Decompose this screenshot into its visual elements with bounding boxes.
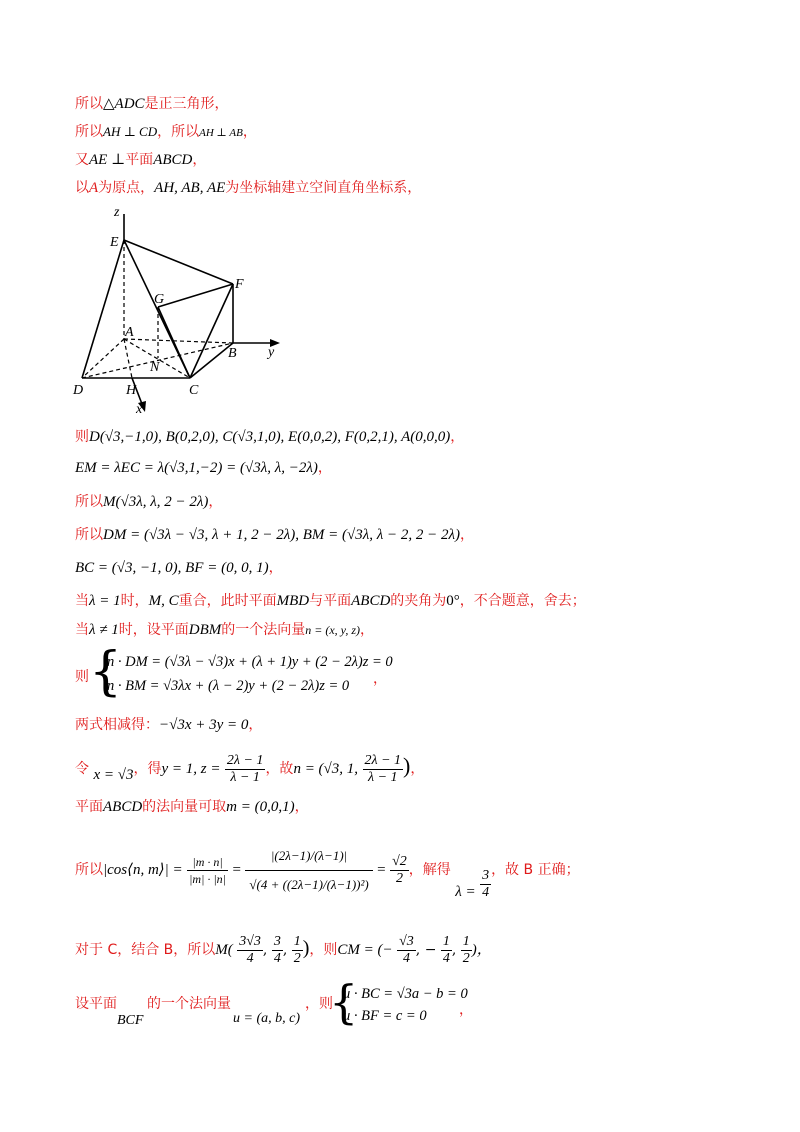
label-f: F [235, 277, 244, 292]
denominator: √(4 + ((2λ−1)/(λ−1))²) [249, 876, 369, 892]
label-a: A [125, 325, 134, 340]
fraction [461, 934, 472, 967]
math: DM = (√3λ − √3, λ + 1, 2 − 2λ), BM = (√3λ, λ − 2, 2 − 2λ) [103, 527, 460, 543]
text: 为坐标轴建立空间直角坐标系， [225, 180, 422, 196]
line-option-c: 对于 C，结合 B，所以M( $\frac{3√3}{4}$ , $\frac{3}{4}$ , $\frac{1}{2}$ )，则CM = (− $\frac{√3}{4}$ , − $\frac{1}{4}$ , $\frac{1}{2}$ )， [75, 933, 492, 966]
fraction [390, 854, 409, 887]
math: m = (0,0,1) [226, 799, 295, 815]
text: ，故 [265, 761, 294, 777]
text: ，所以 [157, 124, 200, 140]
text: 是正三角形， [144, 96, 229, 112]
label-c: C [189, 383, 199, 398]
system-row: u · BC = √3a − b = 0 [343, 986, 468, 1002]
fraction [237, 934, 263, 967]
math: △ADC [103, 96, 145, 112]
text: ，得 [133, 761, 162, 777]
math: ABCD [351, 593, 391, 609]
math: AE ⊥ [89, 152, 126, 168]
text: ， [373, 671, 387, 687]
text: 平面 [75, 799, 103, 815]
system-row: n · DM = (√3λ − √3)x + (λ + 1)y + (2 − 2λ)z = 0 [107, 654, 393, 670]
text: 令 [75, 761, 89, 777]
line-dm-bm [75, 525, 474, 545]
fraction [272, 934, 283, 967]
label-d: D [73, 383, 84, 398]
fraction [292, 934, 303, 967]
math: CM = (− [337, 942, 393, 958]
text: 时， [120, 593, 149, 609]
line-perpendicular [75, 122, 257, 143]
numerator: |(2λ−1)/(λ−1)| [245, 842, 372, 871]
text: 又 [75, 152, 89, 168]
math: −√3x + 3y = 0 [159, 717, 249, 733]
denominator: 4 [273, 950, 281, 966]
math: M, C [148, 593, 179, 609]
line-normal-abcd [75, 797, 309, 817]
text: 的一个法向量 [221, 622, 306, 638]
text: 平面 [125, 152, 154, 168]
math: M( [215, 942, 233, 958]
brace: { [329, 975, 359, 1029]
text: ， [460, 527, 474, 543]
text: ， [268, 560, 283, 576]
numerator: 1 [293, 933, 301, 949]
line-case-lambda-1 [75, 591, 586, 611]
dashed-ah [124, 339, 132, 378]
label-n: N [150, 360, 160, 375]
text: 当 [75, 622, 89, 638]
line-plane-bcf [75, 975, 775, 1035]
dashed-ab [124, 339, 233, 343]
text: 的夹角为 [390, 593, 447, 609]
numerator: 3 [273, 933, 281, 949]
line-coordinates [75, 427, 464, 447]
text: 两式相减得： [75, 717, 159, 733]
fraction [245, 842, 372, 899]
text: 为原点， [98, 180, 155, 196]
line-m-point [75, 492, 222, 512]
math: λ ≠ 1 [89, 622, 119, 638]
math: u = (a, b, c) [233, 1011, 300, 1026]
label-h: H [126, 383, 137, 398]
math: M(√3λ, λ, 2 − 2λ) [103, 494, 209, 510]
text: ， [294, 799, 309, 815]
label-y: y [268, 345, 275, 360]
text: ， [450, 429, 465, 445]
denominator: 2 [293, 950, 301, 966]
denominator: 4 [402, 950, 410, 966]
line-case-lambda-not-1 [75, 620, 374, 640]
text: ， [410, 761, 425, 777]
math: DBM [188, 622, 222, 638]
denominator: 4 [482, 885, 490, 900]
text: 则 [75, 669, 89, 685]
math: A [89, 180, 99, 196]
numerator: 1 [462, 933, 470, 949]
text: ， [248, 717, 263, 733]
edge-cb [190, 343, 233, 378]
text: ，解得 [408, 862, 451, 878]
math: ) [403, 753, 411, 778]
math: BCF [117, 1013, 144, 1028]
line-ae-perp-plane [75, 150, 206, 170]
math: λ = [455, 884, 476, 900]
text: 所以 [75, 124, 103, 140]
denominator: 4 [442, 950, 450, 966]
text: 所以 [75, 862, 103, 878]
math: x = √3 [93, 767, 134, 783]
math: ABCD [103, 799, 143, 815]
math: n = (x, y, z) [305, 623, 360, 637]
system-row: u · BF = c = 0 [343, 1008, 427, 1024]
text: ， [192, 152, 207, 168]
numerator: √2 [392, 853, 407, 869]
line-bc-bf [75, 558, 283, 578]
line-subtract [75, 715, 262, 735]
text: ，故 B 正确； [491, 862, 580, 878]
math: |cos⟨n, m⟩| = [103, 862, 183, 878]
system-row: n · BM = √3λx + (λ − 2)y + (2 − 2λ)z = 0 [107, 678, 350, 694]
denominator: λ − 1 [230, 769, 260, 785]
text: ，则 [309, 942, 338, 958]
text: 重合，此时平面 [178, 593, 277, 609]
fraction [480, 868, 491, 901]
label-g: G [154, 292, 165, 307]
text: 当 [75, 593, 89, 609]
numerator: 1 [442, 933, 450, 949]
math: MBD [276, 593, 310, 609]
math: D(√3,−1,0), B(0,2,0), C(√3,1,0), E(0,0,2), F(0,2,1), A(0,0,0) [89, 429, 451, 445]
text: ， [459, 1002, 473, 1018]
label-x: x [136, 402, 143, 415]
line-coordinate-system [75, 178, 421, 198]
math: ABCD [153, 152, 193, 168]
numerator: 3√3 [239, 933, 261, 949]
line-cos-angle [75, 830, 580, 910]
fraction [225, 753, 266, 786]
numerator: 2λ − 1 [364, 752, 402, 768]
text: ， [242, 124, 257, 140]
label-b: B [228, 346, 237, 361]
text: ，不合题意，舍去； [459, 593, 586, 609]
math: EM = λEC = λ(√3,1,−2) = (√3λ, λ, −2λ) [75, 460, 318, 476]
math: λ = 1 [89, 593, 121, 609]
denominator: λ − 1 [368, 769, 398, 785]
fraction [187, 854, 228, 887]
line-let-x [75, 746, 424, 786]
edge-ef [124, 240, 233, 284]
math: 0° [446, 593, 460, 609]
denominator: 4 [246, 950, 254, 966]
text: 所以 [75, 96, 103, 112]
math: BC = (√3, −1, 0), BF = (0, 0, 1) [75, 560, 269, 576]
numerator: |m · n| [187, 854, 228, 871]
math: y = 1, z = [161, 761, 221, 777]
fraction [397, 934, 416, 967]
math: AH, AB, AE [154, 180, 226, 196]
text: ， [359, 622, 374, 638]
text: 的法向量可取 [142, 799, 227, 815]
math: ) [302, 937, 310, 959]
text: 对于 C，结合 B，所以 [75, 942, 216, 958]
edge-gc [158, 307, 190, 378]
text: 时，设平面 [118, 622, 189, 638]
denominator: 2 [462, 950, 470, 966]
text: 则 [75, 429, 89, 445]
label-z: z [114, 205, 120, 220]
text: ，则 [305, 996, 333, 1012]
edge-fc [190, 284, 233, 378]
brace: { [89, 642, 123, 702]
text: 的一个法向量 [147, 996, 231, 1012]
text: ， [317, 460, 332, 476]
math: = [232, 862, 241, 878]
text: ， [208, 494, 223, 510]
line-triangle-adc [75, 94, 229, 114]
math: n = (√3, 1, [293, 761, 359, 777]
text: 设平面 [75, 996, 117, 1012]
edge-ed [82, 240, 124, 378]
numerator: 3 [482, 868, 490, 883]
text: 与平面 [309, 593, 352, 609]
numerator: 2λ − 1 [226, 752, 264, 768]
math: = [377, 862, 386, 878]
edge-fg [158, 284, 233, 307]
fraction [363, 753, 404, 786]
text: 以 [75, 180, 89, 196]
denominator: |m| · |n| [189, 871, 226, 886]
line-em-vector [75, 458, 332, 478]
label-e: E [110, 235, 119, 250]
math: AH ⊥ AB [199, 127, 243, 139]
fraction [441, 934, 452, 967]
denominator: 2 [395, 870, 403, 886]
math: AH ⊥ CD [103, 124, 158, 139]
geometry-figure [70, 200, 300, 415]
text: 所以 [75, 494, 103, 510]
math: )， [471, 942, 492, 958]
numerator: √3 [399, 933, 414, 949]
text: 所以 [75, 527, 103, 543]
